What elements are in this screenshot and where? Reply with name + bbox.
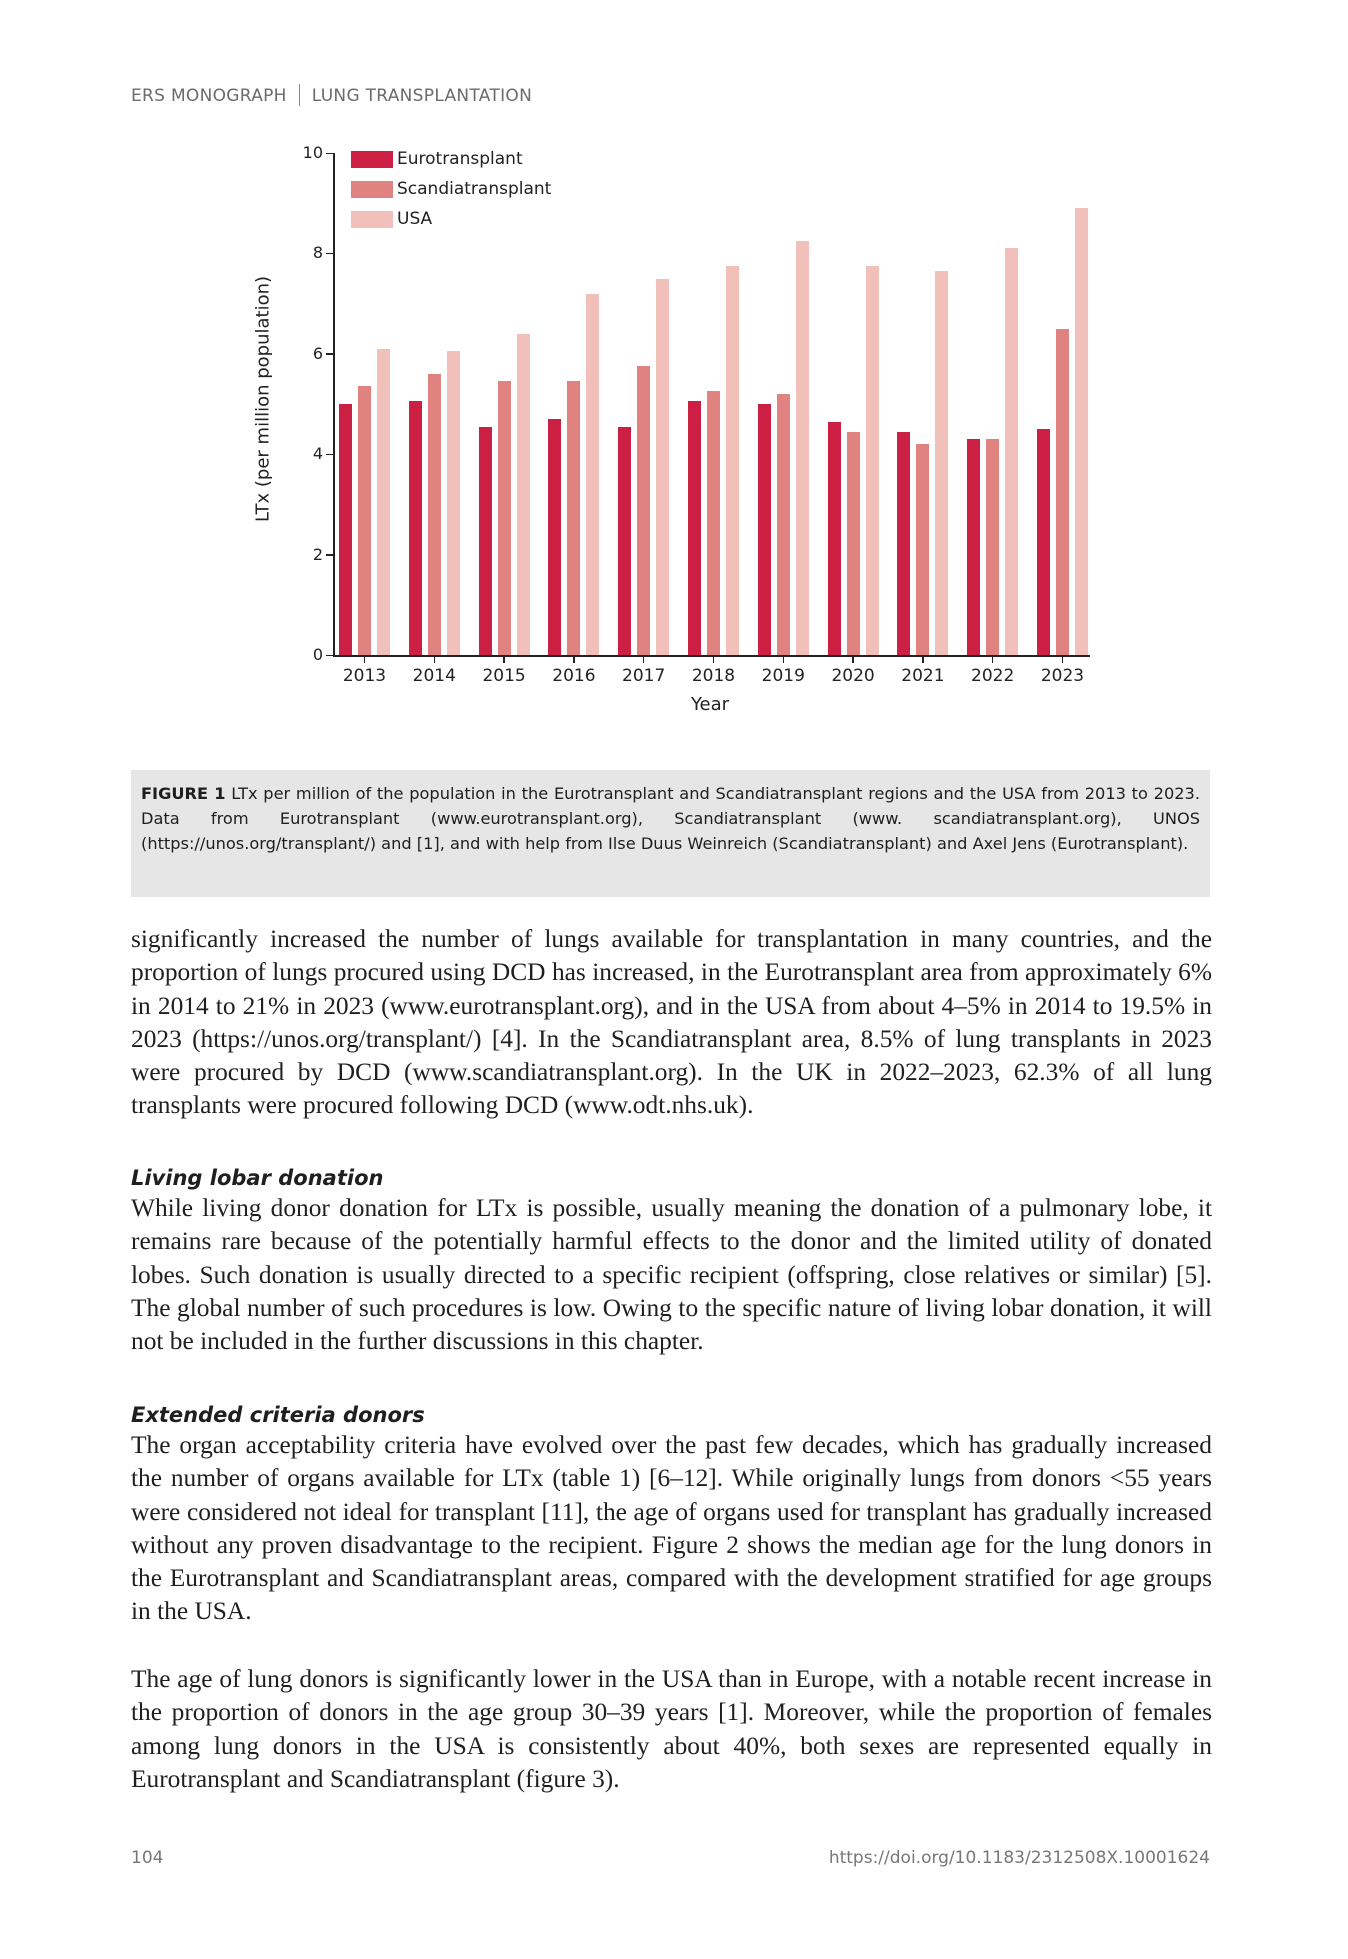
bar-chart-figure-1: [0, 0, 1348, 740]
paragraph-dcd: significantly increased the number of lungs available for transplantation in many countries, and the proportion of lungs procured using DCD has increased, in the Eurotransplant area from approximately 6% in 2014 to 21% in 2023 (www.eurotransplant.org), and in the USA from about 4–5% in 2014 to 19.5% in 2023 (https://unos.org/transplant/) [4]. In the Scandiatransplant area, 8.5% of lung transplants in 2023 were procured by DCD (www.scandiatransplant.org). In the UK in 2022–2023, 62.3% of all lung transplants were procured following DCD (www.odt.nhs.uk).: [131, 925, 1212, 1120]
x-tick-label: 2016: [552, 666, 596, 686]
y-axis-line: [333, 153, 335, 656]
x-tick-label: 2023: [1040, 666, 1085, 686]
x-tick: [434, 656, 436, 663]
bar-usa-2023: [1075, 208, 1088, 655]
doi-link[interactable]: https://doi.org/10.1183/2312508X.10001624: [828, 1848, 1210, 1868]
x-tick: [852, 656, 854, 663]
journal-name: ERS MONOGRAPH: [131, 86, 287, 106]
bar-scandiatransplant-2020: [847, 432, 860, 655]
bar-usa-2017: [656, 279, 669, 656]
y-tick: [326, 253, 333, 255]
y-tick: [326, 153, 333, 155]
legend-swatch-eurotransplant: [351, 151, 393, 168]
bar-scandiatransplant-2019: [777, 394, 790, 655]
figure-label: FIGURE 1: [141, 784, 226, 803]
bar-eurotransplant-2018: [688, 401, 701, 655]
x-tick-label: 2022: [971, 666, 1015, 686]
bar-usa-2013: [377, 349, 390, 655]
bar-usa-2022: [1005, 248, 1018, 655]
x-axis-line: [333, 655, 1090, 657]
x-tick: [364, 656, 366, 663]
bar-scandiatransplant-2021: [916, 444, 929, 655]
bar-eurotransplant-2019: [758, 404, 771, 655]
bar-eurotransplant-2013: [339, 404, 352, 655]
y-tick: [326, 353, 333, 355]
paragraph-living-lobar-donation: While living donor donation for LTx is possible, usually meaning the donation of a pulmonary lobe, it remains rare because of the potentially harmful effects to the donor and the limited utility of donated lobes. Such donation is usually directed to a specific recipient (offspring, close relatives or similar) [5]. The global number of such procedures is low. Owing to the specific nature of living lobar donation, it will not be included in the further discussions in this chapter.: [131, 1194, 1212, 1356]
bar-scandiatransplant-2016: [567, 381, 580, 655]
x-tick: [922, 656, 924, 663]
y-axis-title: LTx (per million population): [252, 275, 274, 523]
bar-eurotransplant-2015: [479, 427, 492, 655]
bar-scandiatransplant-2023: [1056, 329, 1069, 655]
x-tick-label: 2014: [412, 666, 456, 686]
x-tick-label: 2018: [691, 666, 736, 686]
y-tick-label: 10: [302, 143, 323, 162]
paragraph-extended-criteria: The organ acceptability criteria have evolved over the past few decades, which has gradually increased the number of organs available for LTx (table 1) [6–12]. While originally lungs from donors <55 years were considered not ideal for transplant [11], the age of organs used for transplant has gradually increased without any proven disadvantage to the recipient. Figure 2 shows the median age for the lung donors in the Eurotransplant and Scandiatransplant areas, compared with the development stratified for age groups in the USA.: [131, 1431, 1212, 1626]
x-tick: [643, 656, 645, 663]
y-tick-label: 8: [312, 243, 323, 263]
bar-eurotransplant-2016: [548, 419, 561, 655]
x-axis-title: Year: [690, 694, 730, 715]
legend-label-scandiatransplant: Scandiatransplant: [397, 179, 552, 199]
x-tick: [713, 656, 715, 663]
bar-eurotransplant-2021: [897, 432, 910, 655]
page-number: 104: [131, 1848, 164, 1868]
bar-eurotransplant-2023: [1037, 429, 1050, 655]
x-tick-label: 2019: [761, 666, 805, 686]
y-tick-label: 0: [312, 645, 323, 664]
legend-swatch-scandiatransplant: [351, 181, 393, 198]
bar-scandiatransplant-2014: [428, 374, 441, 655]
bar-scandiatransplant-2018: [707, 391, 720, 655]
bar-eurotransplant-2020: [828, 422, 841, 655]
x-tick: [992, 656, 994, 663]
bar-eurotransplant-2017: [618, 427, 631, 655]
caption-text: LTx per million of the population in the Eurotransplant and Scandiatransplant regions and the USA from 2013 to 2023. Data from Eurotransplant (www.eurotransplant.org), Scandiatransplant (www. scandiatransplant.org), UNOS (https://unos.org/transplant/) and [1], and with help from Ilse Duus Weinreich (Scandiatransplant) and Axel Jens (Eurotransplant).: [141, 784, 1200, 853]
bar-eurotransplant-2022: [967, 439, 980, 655]
y-tick: [326, 554, 333, 556]
y-tick-label: 6: [312, 343, 323, 363]
section-heading-extended-criteria-donors: Extended criteria donors: [131, 1403, 425, 1427]
bar-scandiatransplant-2017: [637, 366, 650, 655]
y-tick-label: 4: [312, 444, 323, 464]
legend-label-eurotransplant: Eurotransplant: [397, 149, 523, 169]
x-tick: [1062, 656, 1064, 663]
bar-usa-2020: [866, 266, 879, 655]
x-tick-label: 2015: [482, 666, 526, 686]
y-tick-label: 2: [312, 544, 323, 564]
bar-usa-2019: [796, 241, 809, 655]
x-tick-label: 2021: [901, 666, 945, 686]
x-tick-label: 2013: [342, 666, 387, 686]
x-tick-label: 2020: [831, 666, 875, 686]
bar-scandiatransplant-2013: [358, 386, 371, 655]
y-tick: [326, 655, 333, 657]
figure-caption-box: [131, 770, 1210, 897]
x-tick-label: 2017: [622, 666, 666, 686]
book-title: LUNG TRANSPLANTATION: [311, 86, 533, 106]
bar-usa-2018: [726, 266, 739, 655]
bar-scandiatransplant-2015: [498, 381, 511, 655]
bar-usa-2016: [586, 294, 599, 655]
bar-usa-2021: [935, 271, 948, 655]
legend-label-usa: USA: [397, 209, 433, 229]
section-heading-living-lobar-donation: Living lobar donation: [131, 1166, 384, 1190]
bar-usa-2015: [517, 334, 530, 655]
x-tick: [783, 656, 785, 663]
y-tick: [326, 454, 333, 456]
x-tick: [503, 656, 505, 663]
bar-usa-2014: [447, 351, 460, 655]
legend-swatch-usa: [351, 211, 393, 228]
paragraph-donor-age: The age of lung donors is significantly lower in the USA than in Europe, with a notable recent increase in the proportion of donors in the age group 30–39 years [1]. Moreover, while the proportion of females among lung donors in the USA is consistently about 40%, both sexes are represented equally in Eurotransplant and Scandiatransplant (figure 3).: [131, 1665, 1212, 1793]
figure-caption: [141, 782, 1200, 856]
bar-eurotransplant-2014: [409, 401, 422, 655]
bar-scandiatransplant-2022: [986, 439, 999, 655]
x-tick: [573, 656, 575, 663]
